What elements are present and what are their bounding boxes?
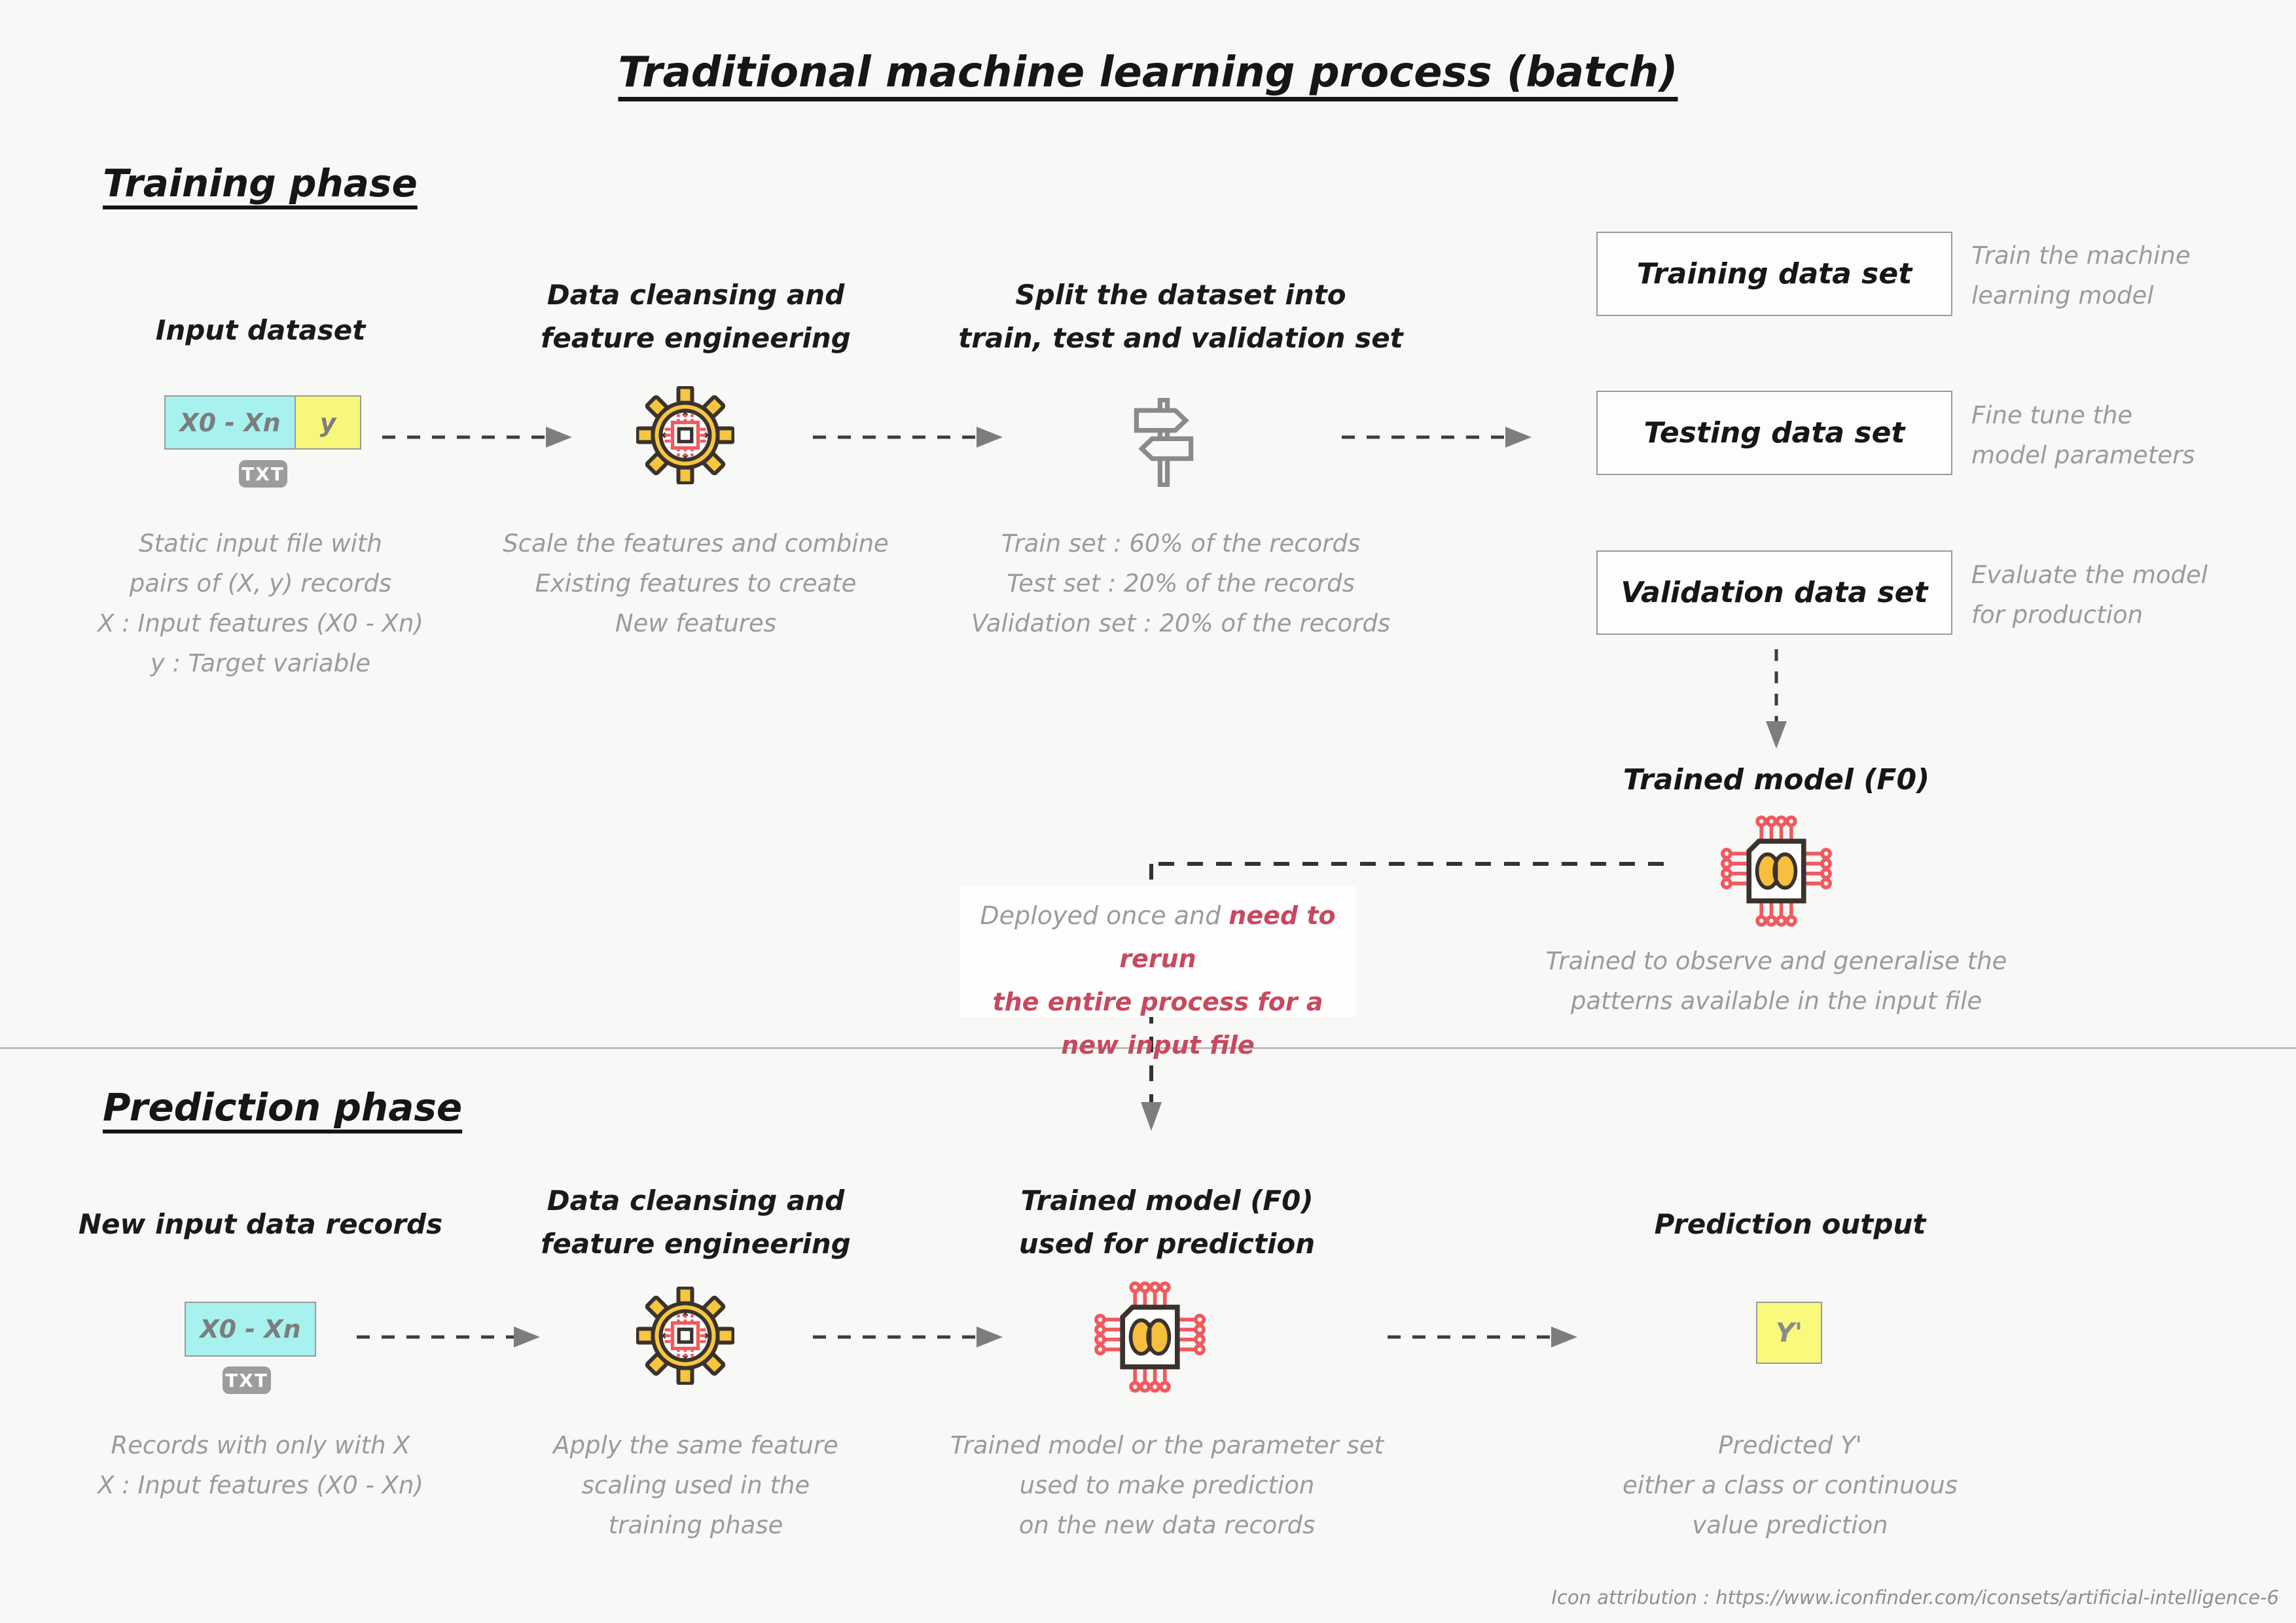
data-cleansing-label: [467, 274, 925, 360]
input-dataset-table: [164, 395, 361, 450]
input-dataset-desc: [64, 524, 457, 683]
validation-set-desc: [1971, 555, 2286, 635]
box-label: Validation data set: [1621, 576, 1928, 609]
box-label: Testing data set: [1643, 416, 1905, 450]
note-line: [960, 894, 1356, 980]
txt-file-badge: TXT: [223, 1366, 271, 1394]
desc-line: X : Input features (X0 - Xn): [98, 1471, 423, 1499]
desc-line: Validation set : 20% of the records: [971, 609, 1391, 637]
txt-file-badge: TXT: [239, 460, 287, 488]
data-cleansing-desc-prediction: [467, 1425, 925, 1545]
new-input-label: New input data records: [78, 1208, 443, 1240]
data-cleansing-gear-icon: [636, 1287, 734, 1385]
training-phase-heading: Training phase: [103, 161, 418, 205]
note-line: new input file: [1061, 1031, 1255, 1060]
testing-data-set-box: [1596, 391, 1952, 475]
data-cleansing-label-prediction: [467, 1179, 925, 1266]
trained-model-label: Trained model (F0): [1623, 763, 1930, 796]
data-cleansing-gear-icon: [636, 386, 734, 484]
desc-line: used to make prediction: [1019, 1471, 1315, 1499]
label-line: Split the dataset into: [1015, 279, 1346, 311]
flow-arrow: [382, 423, 579, 452]
desc-line: Train the machine: [1971, 241, 2191, 270]
note-red-text: need to rerun: [1119, 901, 1336, 973]
label-line: feature engineering: [541, 322, 851, 354]
desc-line: training phase: [608, 1511, 783, 1539]
desc-line: model parameters: [1971, 441, 2195, 469]
flow-arrow: [357, 1323, 547, 1351]
desc-line: Predicted Y': [1718, 1431, 1862, 1459]
label-line: used for prediction: [1018, 1228, 1316, 1260]
validation-data-set-box: [1596, 550, 1952, 635]
target-cell: y: [295, 397, 360, 448]
prediction-output-cell: Y': [1756, 1302, 1822, 1364]
desc-line: for production: [1971, 601, 2144, 629]
desc-line: on the new data records: [1018, 1511, 1316, 1539]
note-gray-text: Deployed once and: [980, 901, 1221, 930]
trained-model-desc: [1501, 941, 2051, 1021]
flow-arrow: [1342, 423, 1538, 452]
flow-arrow: [1388, 1323, 1584, 1351]
desc-line: patterns available in the input file: [1570, 987, 1982, 1015]
label-line: Trained model (F0): [1020, 1185, 1314, 1217]
prediction-model-label: [905, 1179, 1429, 1266]
note-line: the entire process for a: [992, 988, 1323, 1016]
training-set-desc: [1971, 236, 2286, 315]
flow-arrow: [813, 1323, 1009, 1351]
features-cell: X0 - Xn: [186, 1303, 315, 1355]
split-dataset-label: [893, 274, 1469, 360]
desc-line: learning model: [1971, 281, 2154, 310]
split-ratio-desc: [893, 524, 1469, 643]
new-input-table: [185, 1302, 316, 1357]
desc-line: value prediction: [1692, 1511, 1888, 1539]
desc-line: Evaluate the model: [1971, 561, 2208, 589]
desc-line: either a class or continuous: [1623, 1471, 1958, 1499]
data-cleansing-desc: [467, 524, 925, 643]
desc-line: Train set : 60% of the records: [1001, 529, 1361, 558]
page-title: Traditional machine learning process (batch): [618, 48, 1678, 97]
desc-line: Static input file with: [139, 529, 382, 558]
desc-line: Scale the features and combine: [503, 529, 889, 558]
desc-line: Apply the same feature: [553, 1431, 838, 1459]
label-line: feature engineering: [541, 1228, 851, 1260]
icon-attribution: Icon attribution : https://www.iconfinder.com/iconsets/artificial-intelligence-6: [1551, 1586, 2279, 1609]
new-input-desc: [64, 1425, 457, 1505]
desc-line: Existing features to create: [535, 569, 857, 597]
desc-line: Test set : 20% of the records: [1007, 569, 1355, 597]
desc-line: pairs of (X, y) records: [129, 569, 392, 597]
testing-set-desc: [1971, 395, 2286, 475]
label-line: Data cleansing and: [547, 279, 845, 311]
desc-line: y : Target variable: [150, 649, 371, 677]
label-line: Data cleansing and: [547, 1185, 845, 1217]
prediction-output-desc: [1594, 1425, 1986, 1545]
desc-line: Trained to observe and generalise the: [1545, 947, 2007, 975]
trained-model-brain-icon: [1714, 809, 1839, 933]
prediction-output-label: Prediction output: [1654, 1208, 1926, 1240]
desc-line: Fine tune the: [1971, 401, 2133, 429]
desc-line: scaling used in the: [581, 1471, 810, 1499]
training-data-set-box: [1596, 232, 1952, 316]
desc-line: Records with only with X: [111, 1431, 410, 1459]
desc-line: New features: [615, 609, 777, 637]
flow-arrow-down: [1757, 647, 1796, 758]
features-cell: X0 - Xn: [166, 397, 295, 448]
flow-arrow: [813, 423, 1009, 452]
desc-line: Trained model or the parameter set: [950, 1431, 1384, 1459]
desc-line: X : Input features (X0 - Xn): [98, 609, 423, 637]
prediction-phase-heading: Prediction phase: [103, 1085, 463, 1130]
prediction-model-desc: [905, 1425, 1429, 1545]
prediction-model-brain-icon: [1088, 1275, 1212, 1399]
input-dataset-label: Input dataset: [155, 314, 366, 346]
box-label: Training data set: [1636, 257, 1912, 291]
deploy-note: [960, 886, 1356, 1060]
label-line: train, test and validation set: [958, 322, 1403, 354]
split-signpost-icon: [1127, 398, 1200, 487]
